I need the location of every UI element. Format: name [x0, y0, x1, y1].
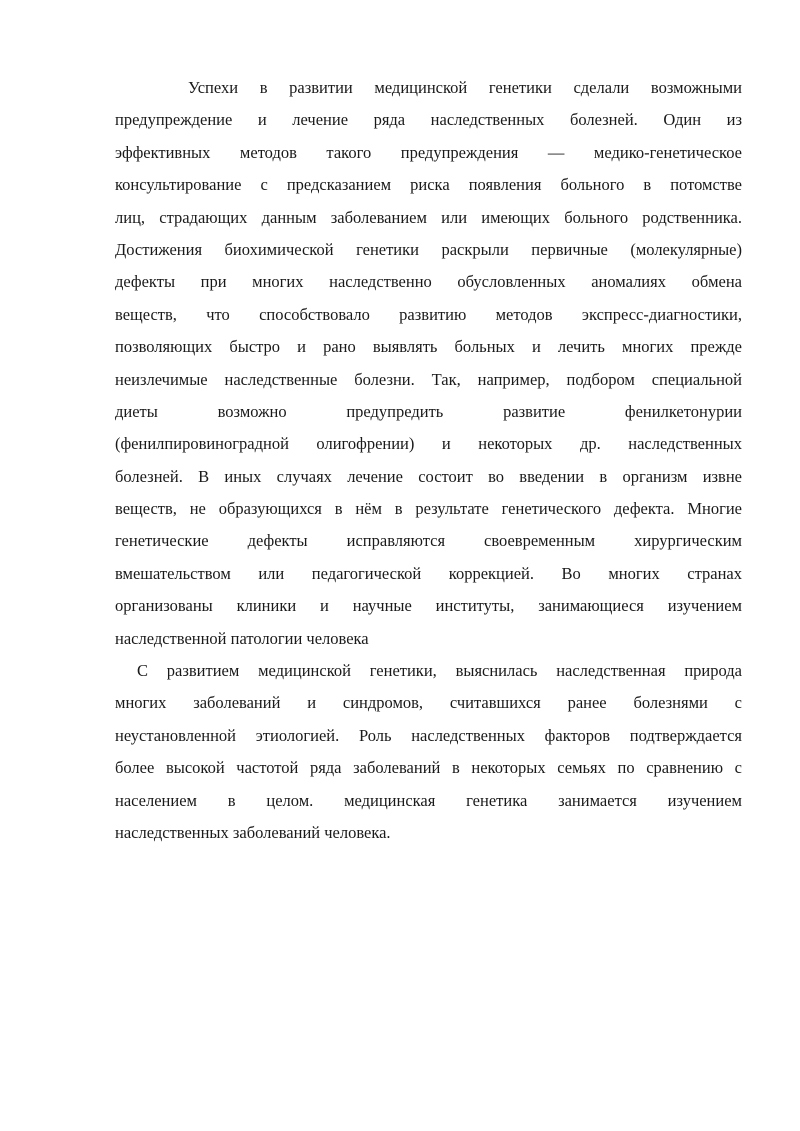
paragraph-2 [115, 655, 742, 849]
text-line: (фенилпировиноградной олигофрении) и некоторых др. наследственных [115, 434, 742, 454]
text-line: вмешательством или педагогической коррекцией. Во многих странах [115, 563, 742, 583]
text-line: многих заболеваний и синдромов, считавшихся ранее болезнями с [115, 693, 742, 713]
text-line: неустановленной этиологией. Роль наследственных факторов подтверждается [115, 725, 742, 745]
text-line: населением в целом. медицинская генетика занимается изучением [115, 790, 742, 810]
text-line: позволяющих быстро и рано выявлять больных и лечить многих прежде [115, 337, 742, 357]
text-line: дефекты при многих наследственно обусловленных аномалиях обмена [115, 272, 742, 292]
text-line: наследственных заболеваний человека. [115, 822, 391, 842]
text-line: веществ, не образующихся в нём в результате генетического дефекта. Многие [115, 499, 742, 519]
body-text [115, 72, 742, 849]
text-line: предупреждение и лечение ряда наследственных болезней. Один из [115, 110, 742, 130]
text-line: диеты возможно предупредить развитие фенилкетонурии [115, 401, 742, 421]
text-line: С развитием медицинской генетики, выяснилась наследственная природа [137, 661, 742, 681]
text-line: консультирование с предсказанием риска появления больного в потомстве [115, 175, 742, 195]
text-line: Успехи в развитии медицинской генетики сделали возможными [188, 78, 742, 97]
text-line: генетические дефекты исправляются своевременным хирургическим [115, 531, 742, 551]
text-line: организованы клиники и научные институты, занимающиеся изучением [115, 596, 742, 616]
text-line: веществ, что способствовало развитию методов экспресс-диагностики, [115, 304, 742, 324]
text-line: Достижения биохимической генетики раскрыли первичные (молекулярные) [115, 239, 742, 259]
text-line: лиц, страдающих данным заболеванием или имеющих больного родственника. [115, 207, 742, 227]
text-line: наследственной патологии человека [115, 628, 369, 648]
text-line: более высокой частотой ряда заболеваний в некоторых семьях по сравнению с [115, 758, 742, 778]
text-line: неизлечимые наследственные болезни. Так, например, подбором специальной [115, 369, 742, 389]
text-line: болезней. В иных случаях лечение состоит во введении в организм извне [115, 466, 742, 486]
paragraph-1 [115, 72, 742, 655]
text-line: эффективных методов такого предупреждения — медико-генетическое [115, 142, 742, 162]
